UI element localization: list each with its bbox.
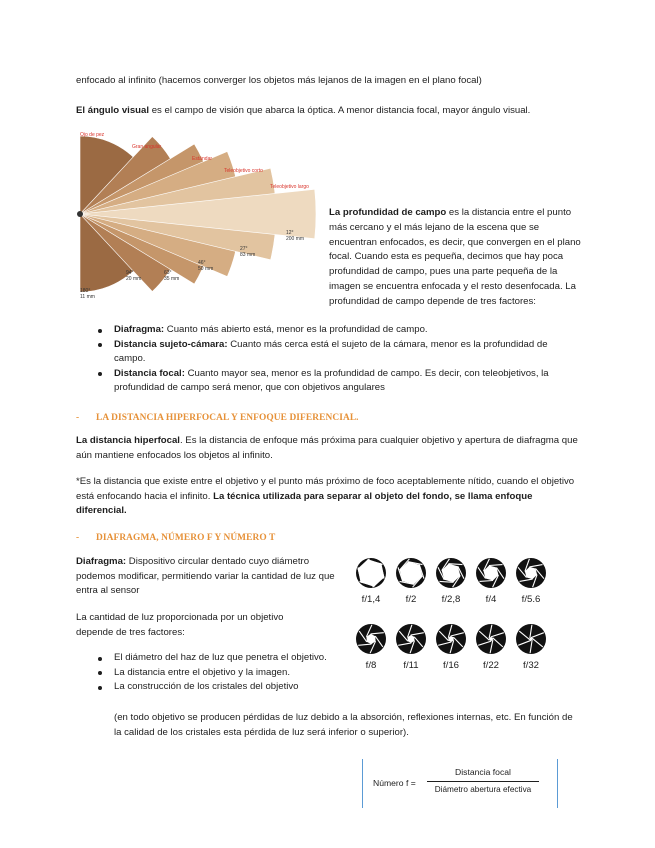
note-paragraph (76, 475, 581, 519)
aperture-icon (436, 624, 466, 654)
aperture-icon (356, 624, 386, 654)
angle-term: El ángulo visual (76, 105, 150, 116)
list-item: Diafragma: Cuanto más abierto está, menor es la profundidad de campo. (76, 323, 581, 338)
label-ojo-de-pez: Ojo de pez (80, 132, 105, 138)
list-item: Distancia sujeto-cámara: Cuanto más cerca está el sujeto de la cámara, menor es la profundidad de campo. (76, 338, 581, 367)
hyperfocal-text: . Es la distancia de enfoque más próxima para cualquier objetivo y apertura de diafragma que aún mantiene enfocados los objetos al infinito. (76, 435, 578, 461)
note-bold: La técnica utilizada para separar al objeto del fondo, se llama enfoque diferencial. (76, 490, 533, 517)
formula-numerator: Distancia focal (455, 767, 511, 777)
aperture-label: f/4 (485, 594, 497, 605)
light-intro: La cantidad de luz proporcionada por un objetivo depende de tres factores: (76, 612, 284, 638)
aperture-icon (396, 558, 426, 588)
label-estandar: Estándar (192, 156, 213, 162)
heading-hiperfocal: - LA DISTANCIA HIPERFOCAL Y ENFOQUE DIFERENCIAL. (76, 413, 359, 423)
diaphragm-paragraph (76, 555, 338, 599)
intro-line: enfocado al infinito (hacemos converger los objetos más lejanos de la imagen en el plano focal) (76, 75, 482, 86)
aperture-icon (516, 624, 546, 654)
aperture-label: f/5.6 (521, 594, 541, 605)
aperture-icon (476, 624, 506, 654)
label-gran-angular: Gran angular (132, 144, 162, 150)
aperture-label: f/2 (405, 594, 417, 605)
angle-text: es el campo de visión que abarca la óptica. A menor distancia focal, mayor ángulo visual. (149, 105, 531, 116)
label-27: 27° 83 mm (240, 246, 256, 258)
list-item: La distancia entre el objetivo y la imagen. (76, 666, 346, 681)
aperture-label: f/8 (365, 660, 377, 671)
aperture-svg (352, 555, 572, 675)
formula-denominator: Diámetro abertura efectiva (434, 785, 532, 794)
aperture-icon (436, 558, 466, 588)
angle-paragraph (76, 104, 581, 119)
depth-factors-list (76, 323, 581, 396)
aperture-label: f/11 (403, 660, 419, 671)
diaphragm-text: Dispositivo circular dentado cuyo diámetro podemos modificar, permitiendo variar la cantidad de luz que entra al sensor (76, 556, 335, 597)
depth-text: es la distancia entre el punto más cercano y el más lejano de la escena que se encuentran enfocados, es decir, que convergen en el plano focal. Cuando esta es pequeña, decimos que hay poca profundidad de campo, pues una parte pequeña de la imagen se encuentra enfocada y el resto desenfocada. La profundidad de campo depende de tres factores: (329, 207, 581, 307)
hyperfocal-term: La distancia hiperfocal (76, 435, 180, 446)
fraction-line (427, 781, 539, 782)
list-item: Distancia focal: Cuanto mayor sea, menor es la profundidad de campo. Es decir, con teleobjetivos, la profundidad de campo será menor, que con objetivos angulares (76, 367, 581, 396)
formula-box (362, 759, 558, 808)
aperture-icon (516, 558, 546, 588)
list-item: El diámetro del haz de luz que penetra el objetivo. (76, 651, 346, 666)
heading-diafragma: - DIAFRAGMA, NÚMERO F Y NÚMERO T (76, 533, 276, 543)
label-12: 12° 200 mm (286, 230, 305, 242)
aperture-label: f/32 (522, 660, 539, 671)
label-tele-corto: Teleobjetivo corto (224, 168, 263, 174)
aperture-icon (476, 558, 506, 588)
label-94: 94° 20 mm (126, 270, 142, 282)
formula-lhs: Número f = (373, 778, 416, 788)
aperture-label: f/22 (482, 660, 499, 671)
aperture-icon (396, 624, 426, 654)
aperture-grid (352, 555, 572, 675)
diaphragm-term: Diafragma: (76, 556, 127, 567)
focal-angle-figure (76, 128, 324, 306)
angle-fan-chart (76, 128, 324, 306)
light-factors-list (76, 651, 346, 695)
label-180: 180° 11 mm (80, 288, 95, 300)
aperture-label: f/16 (442, 660, 459, 671)
label-tele-largo: Teleobjetivo largo (270, 184, 309, 190)
label-46: 46° 50 mm (198, 260, 214, 272)
camera-eye-icon (77, 211, 83, 217)
list-item: La construcción de los cristales del objetivo (76, 680, 346, 695)
aperture-icon (356, 558, 386, 588)
note-text: *Es la distancia que existe entre el objetivo y el punto más próximo de foco aceptablemente nítido, cuando el objetivo está enfocando hacia el infinito. (76, 476, 575, 502)
label-63: 63° 35 mm (164, 270, 180, 282)
aperture-label: f/1,4 (361, 594, 381, 605)
light-note: (en todo objetivo se producen pérdidas de luz debido a la absorción, reflexiones internas, etc. En función de la calidad de los cristales esta pérdida de luz será inferior o superior). (114, 712, 573, 738)
depth-paragraph (329, 206, 581, 310)
aperture-label: f/2,8 (441, 594, 461, 605)
depth-term: La profundidad de campo (329, 207, 447, 218)
hyperfocal-paragraph (76, 434, 581, 463)
